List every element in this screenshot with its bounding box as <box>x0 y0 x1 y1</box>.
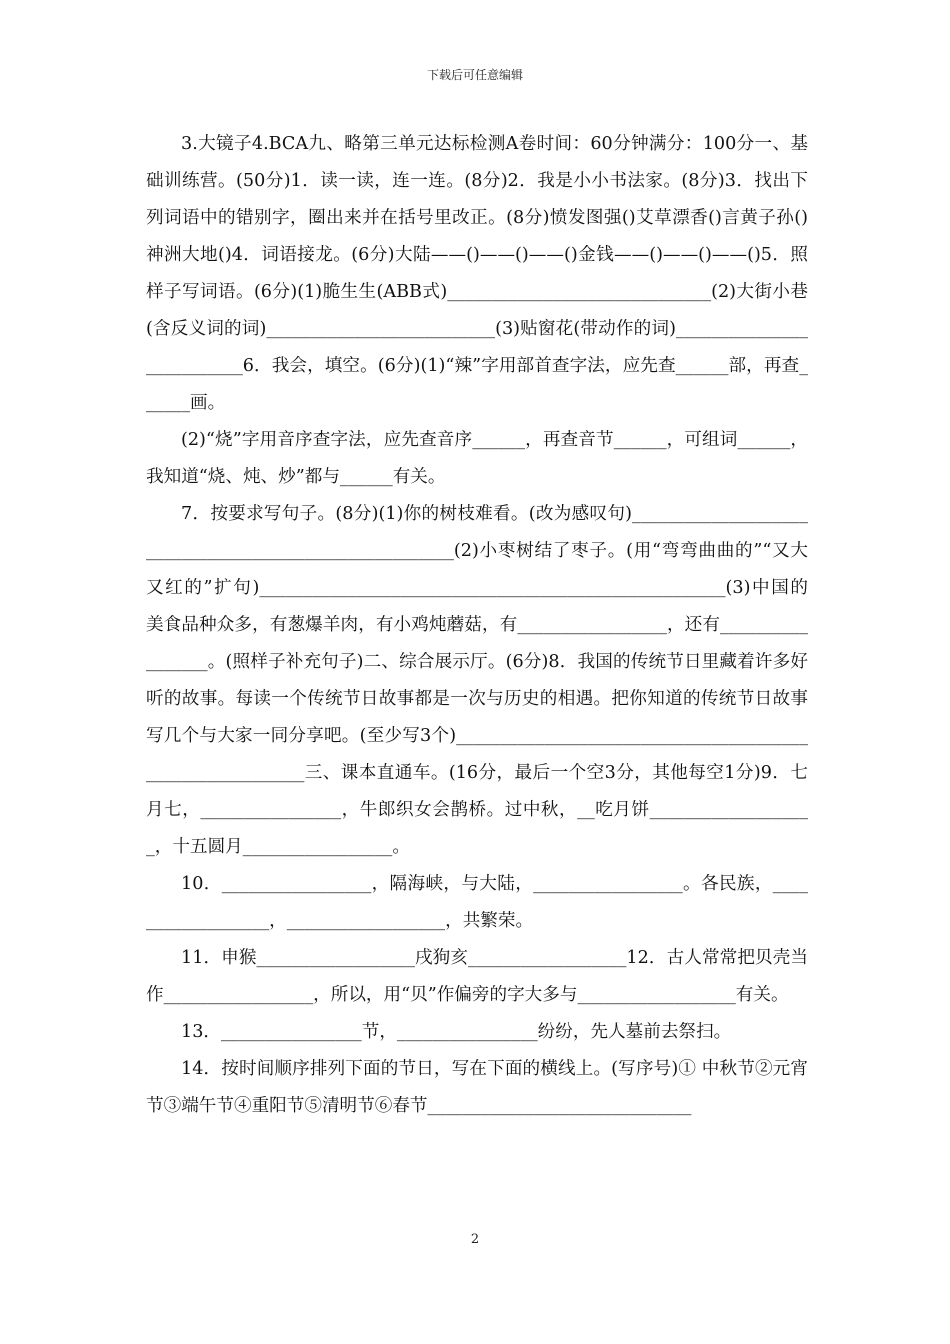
document-body <box>146 126 808 1125</box>
paragraph-7: 14．按时间顺序排列下面的节日，写在下面的横线上。(写序号)① 中秋节②元宵节③端午节④重阳节⑤清明节⑥春节______________________________ <box>146 1059 808 1116</box>
page-number: 2 <box>470 1232 480 1247</box>
paragraph-5: 11．申猴__________________戌狗亥__________________12．古人常常把贝壳当作_________________，所以，用“贝”作偏旁的字大多与__________________有关。 <box>146 948 808 1005</box>
page-header: 下载后可任意编辑 <box>426 68 523 82</box>
paragraph-4: 10．_________________，隔海峡，与大陆，_________________。各民族，__________________，__________________，共繁荣。 <box>146 874 808 931</box>
paragraph-2: (2)“烧”字用音序查字法，应先查音序______，再查音节______，可组词______，我知道“烧、炖、炒”都与______有关。 <box>146 430 808 487</box>
paragraph-6: 13．________________节，________________纷纷，先人墓前去祭扫。 <box>181 1022 732 1042</box>
paragraph-3: 7．按要求写句子。(8分)(1)你的树枝难看。(改为感叹句)_______________________________________________________(2)小枣树结了枣子。(用“弯弯曲曲的”“又大又红的”扩句)_____________________________________________________(3)中国的美食品种众多，有葱爆羊肉，有小鸡炖蘑菇，有_________________，还有_________________。(照样子补充句子)二、综合展示厅。(6分)8．我国的传统节日里藏着许多好听的故事。每读一个传统节日故事都是一次与历史的相遇。把你知道的传统节日故事写几个与大家一同分享吧。(至少写3个)__________________________________________________________三、课本直通车。(16分，最后一个空3分，其他每空1分)9．七月七，________________，牛郎织女会鹊桥。过中秋，__吃月饼___________________，十五圆月_________________。 <box>146 504 808 857</box>
paragraph-1: 3.大镜子4.BCA九、略第三单元达标检测A卷时间：60分钟满分：100分一、基础训练营。(50分)1．读一读，连一连。(8分)2．我是小小书法家。(8分)3．找出下列词语中的错别字，圈出来并在括号里改正。(8分)愤发图强()艾草漂香()言黄子孙()神洲大地()4．词语接龙。(6分)大陆——()——()——()金钱——()——()——()5．照样子写词语。(6分)(1)脆生生(ABB式)______________________________(2)大街小巷(含反义词的词)__________________________(3)贴窗花(带动作的词)__________________________6．我会，填空。(6分)(1)“辣”字用部首查字法，应先查______部，再查______画。 <box>146 134 808 413</box>
